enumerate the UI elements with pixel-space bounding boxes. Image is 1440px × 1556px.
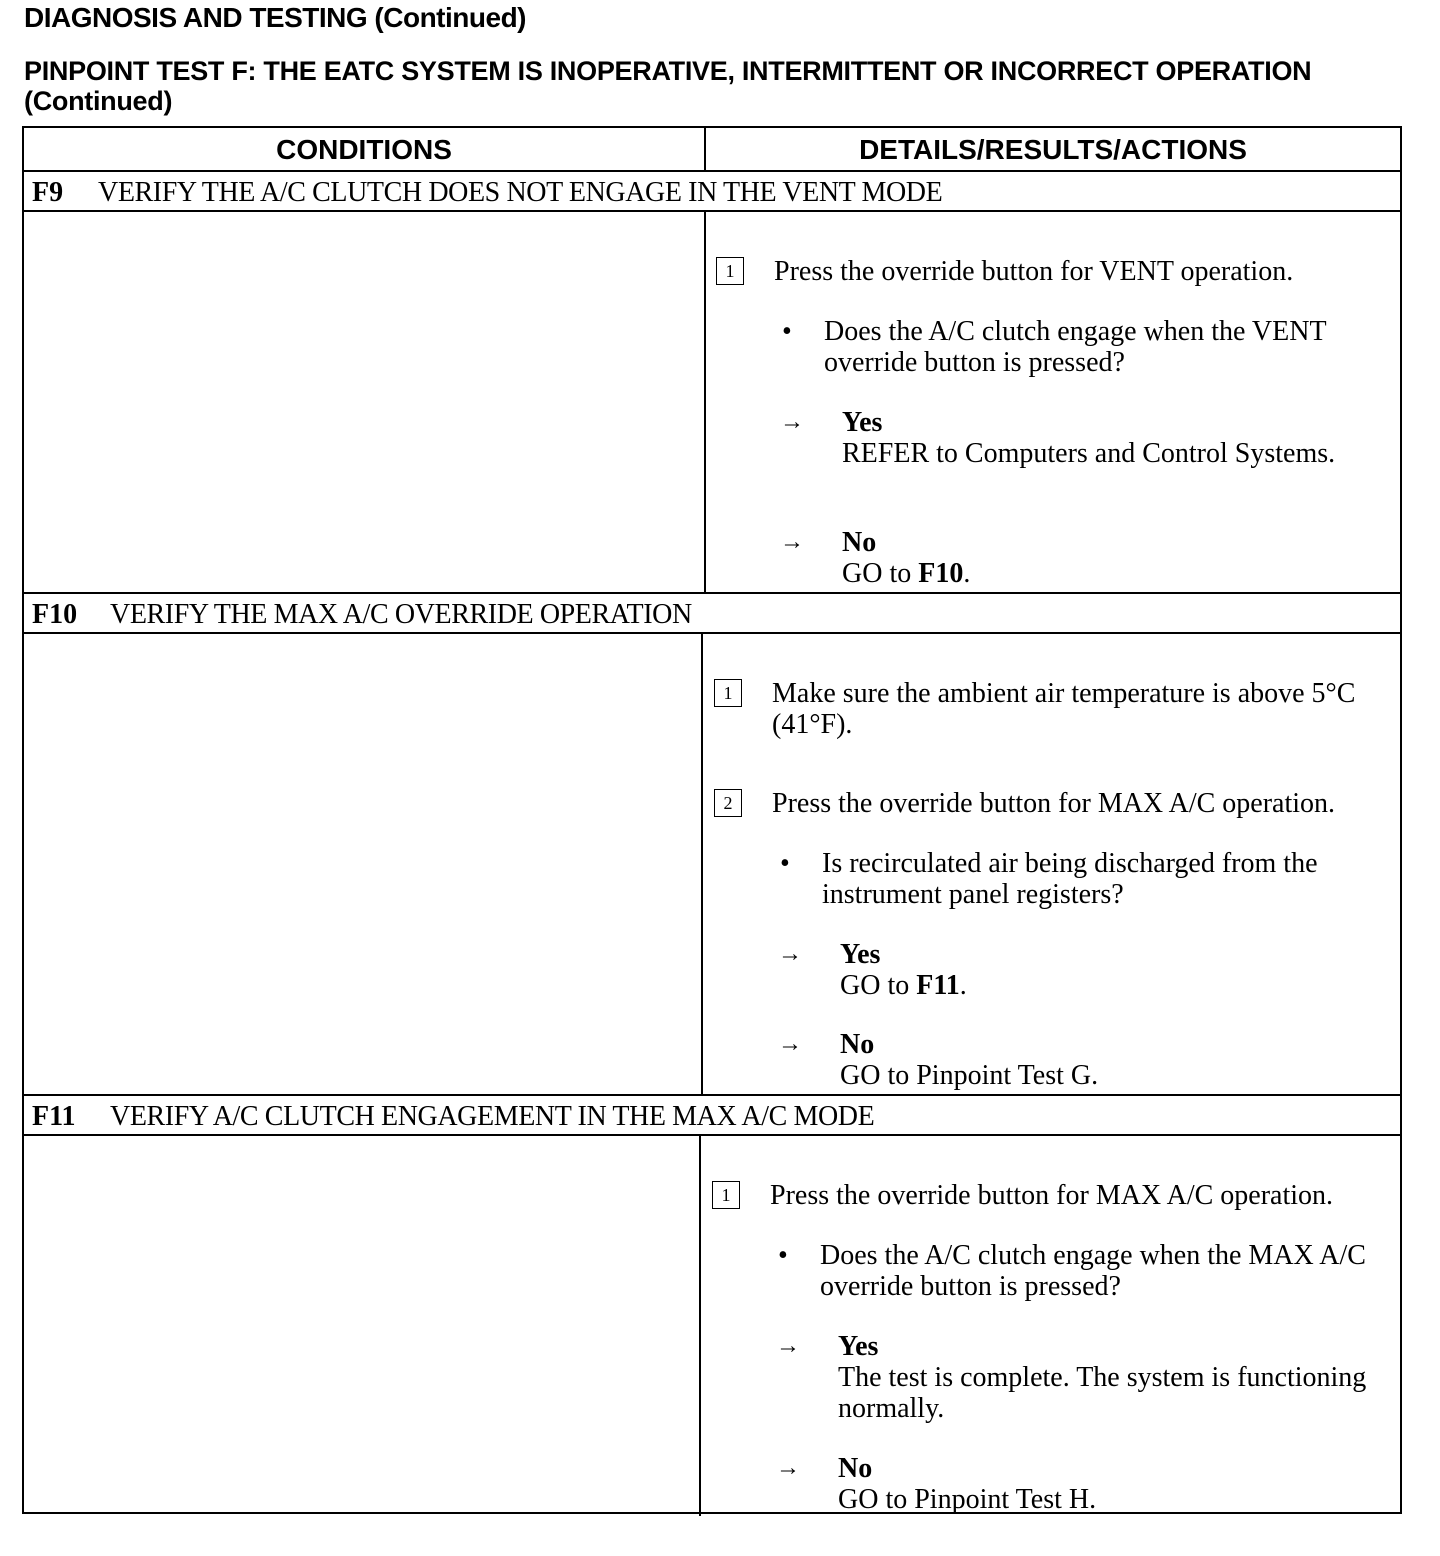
result-yes [714, 939, 1396, 1001]
step-id: F9 [32, 177, 64, 208]
question [714, 848, 1396, 910]
step-heading-f9 [32, 172, 942, 212]
result-no [712, 1453, 1396, 1515]
step-title: VERIFY A/C CLUTCH ENGAGEMENT IN THE MAX A/C MODE [110, 1101, 875, 1132]
answer-label: No [840, 1029, 875, 1060]
result-text: GO to Pinpoint Test G. [840, 1060, 1099, 1091]
step-number-box: 2 [714, 789, 742, 817]
step-number-box: 1 [714, 679, 742, 707]
step-details-f10 [714, 678, 1396, 1091]
step-id: F11 [32, 1101, 76, 1132]
question-text: Does the A/C clutch engage when the VENT override button is pressed? [824, 316, 1327, 378]
question-text: Is recirculated air being discharged from the instrument panel registers? [822, 848, 1318, 910]
action-text: Make sure the ambient air temperature is above 5°C (41°F). [772, 678, 1356, 740]
answer-label: Yes [838, 1331, 879, 1362]
action-text: Press the override button for VENT operation. [774, 256, 1294, 287]
step-title: VERIFY THE A/C CLUTCH DOES NOT ENGAGE IN THE VENT MODE [98, 177, 943, 208]
details-column-header: DETAILS/RESULTS/ACTIONS [859, 134, 1247, 165]
step-title: VERIFY THE MAX A/C OVERRIDE OPERATION [110, 599, 692, 630]
question-text: Does the A/C clutch engage when the MAX A/C override button is pressed? [820, 1240, 1366, 1302]
column-divider [704, 212, 706, 592]
answer-label: No [842, 527, 877, 558]
question [712, 1240, 1396, 1302]
pinpoint-test-title: PINPOINT TEST F: THE EATC SYSTEM IS INOPERATIVE, INTERMITTENT OR INCORRECT OPERATION (Continued) [24, 56, 1312, 116]
answer-label: Yes [842, 407, 883, 438]
answer-label: Yes [840, 939, 881, 970]
bullet-icon: • [778, 1240, 788, 1271]
result-no [714, 1029, 1396, 1091]
arrow-right-icon: → [776, 1455, 800, 1481]
column-divider [701, 634, 703, 1094]
action-text: Press the override button for MAX A/C operation. [772, 788, 1336, 819]
result-text: The test is complete. The system is functioning normally. [838, 1362, 1367, 1424]
result-no [716, 527, 1396, 589]
result-yes [716, 407, 1396, 469]
action-step [714, 678, 1396, 740]
action-step [716, 256, 1396, 287]
result-text: GO to F11. [840, 970, 967, 1001]
result-text: GO to Pinpoint Test H. [838, 1484, 1097, 1515]
arrow-right-icon: → [778, 941, 802, 967]
result-text: REFER to Computers and Control Systems. [842, 438, 1336, 469]
arrow-right-icon: → [776, 1333, 800, 1359]
column-divider [699, 1136, 701, 1516]
answer-label: No [838, 1453, 873, 1484]
step-number-box: 1 [712, 1181, 740, 1209]
step-number-box: 1 [716, 257, 744, 285]
step-heading-f11 [32, 1096, 874, 1136]
step-heading-f10 [32, 594, 692, 634]
result-text: GO to F10. [842, 558, 971, 589]
arrow-right-icon: → [780, 529, 804, 555]
step-details-f9 [716, 256, 1396, 589]
bullet-icon: • [782, 316, 792, 347]
conditions-column-header: CONDITIONS [276, 134, 452, 165]
action-text: Press the override button for MAX A/C operation. [770, 1180, 1334, 1211]
question [716, 316, 1396, 378]
bullet-icon: • [780, 848, 790, 879]
step-details-f11 [712, 1180, 1396, 1515]
arrow-right-icon: → [778, 1031, 802, 1057]
step-id: F10 [32, 599, 78, 630]
pinpoint-test-table [22, 126, 1402, 1514]
result-yes [712, 1331, 1396, 1424]
action-step [714, 788, 1396, 819]
step-reference: F10 [918, 558, 964, 589]
page-title: DIAGNOSIS AND TESTING (Continued) [24, 2, 526, 33]
action-step [712, 1180, 1396, 1211]
arrow-right-icon: → [780, 409, 804, 435]
step-reference: F11 [916, 970, 960, 1001]
column-divider [704, 128, 706, 170]
